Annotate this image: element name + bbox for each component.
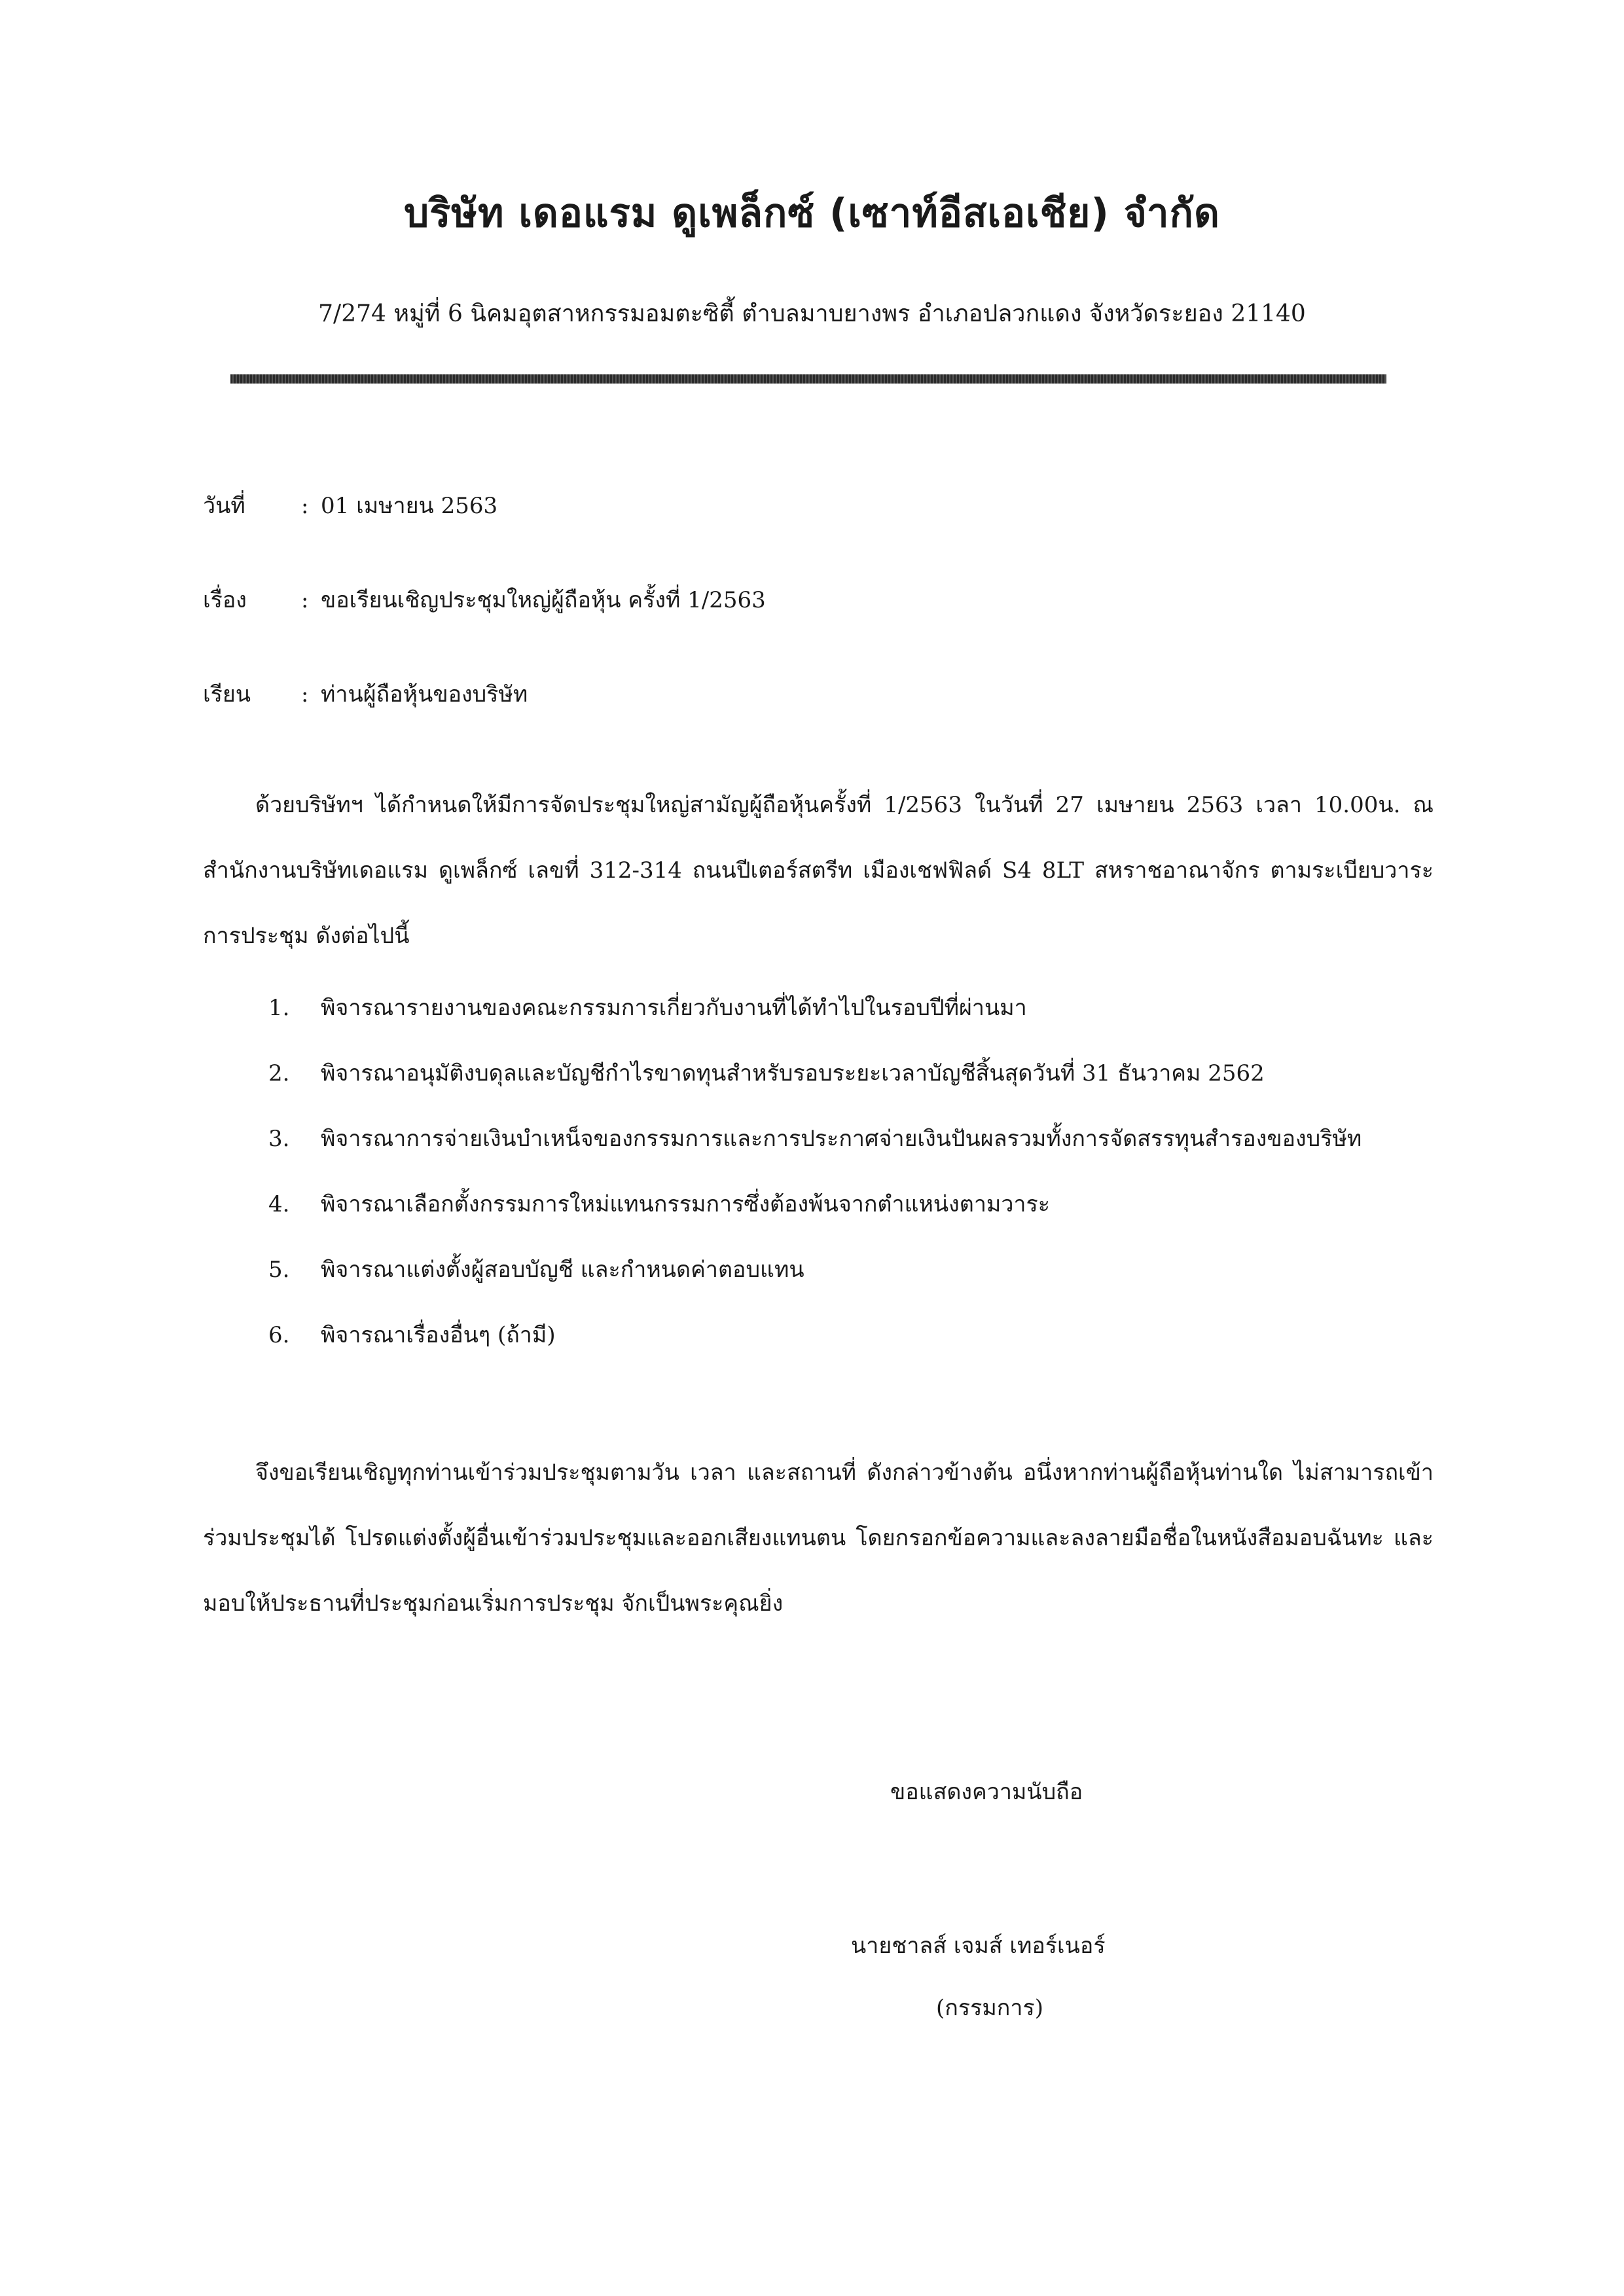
company-address: 7/274 หมู่ที่ 6 นิคมอุตสาหกรรมอมตะซิตี้ ตำบลมาบยางพร อำเภอปลวกแดง จังหวัดระยอง 21140 <box>318 300 1306 327</box>
recipient-value: ท่านผู้ถือหุ้นของบริษัท <box>321 681 528 708</box>
date-colon: : <box>301 493 309 519</box>
header-divider <box>230 374 1386 384</box>
signer-name: นายชาลส์ เจมส์ เทอร์เนอร์ <box>851 1933 1106 1959</box>
agenda-text: พิจารณารายงานของคณะกรรมการเกี่ยวกับงานที่ได้ทำไปในรอบปีที่ผ่านมา <box>321 995 1027 1021</box>
agenda-number: 5. <box>268 1257 290 1283</box>
date-label: วันที่ <box>203 493 245 519</box>
agenda-text: พิจารณาเลือกตั้งกรรมการใหม่แทนกรรมการซึ่งต้องพ้นจากตำแหน่งตามวาระ <box>321 1191 1051 1217</box>
recipient-row <box>203 678 528 711</box>
subject-colon: : <box>301 587 309 613</box>
agenda-number: 4. <box>268 1191 290 1217</box>
subject-row <box>203 584 766 617</box>
agenda-item <box>268 1172 1434 1237</box>
recipient-label: เรียน <box>203 681 251 708</box>
signer-title: (กรรมการ) <box>936 1995 1043 2021</box>
agenda-item <box>268 975 1434 1041</box>
agenda-text: พิจารณาแต่งตั้งผู้สอบบัญชี และกำหนดค่าตอบแทน <box>321 1257 804 1283</box>
agenda-number: 1. <box>268 995 290 1021</box>
agenda-item <box>268 1106 1434 1172</box>
subject-label: เรื่อง <box>203 587 247 613</box>
subject-value: ขอเรียนเชิญประชุมใหญ่ผู้ถือหุ้น ครั้งที่ 1/2563 <box>321 587 766 613</box>
agenda-item <box>268 1237 1434 1302</box>
closing-paragraph: จึงขอเรียนเชิญทุกท่านเข้าร่วมประชุมตามวัน เวลา และสถานที่ ดังกล่าวข้างต้น อนึ่งหากท่านผู้ถือหุ้นท่านใด ไม่สามารถเข้าร่วมประชุมได้ โปรดแต่งตั้งผู้อื่นเข้าร่วมประชุมและออกเสียงแทนตน โดยกรอกข้อความและลงลายมือชื่อในหนังสือมอบฉันทะ และมอบให้ประธานที่ประชุมก่อนเริ่มการประชุม จักเป็นพระคุณยิ่ง <box>203 1460 1434 1617</box>
agenda-text: พิจารณาเรื่องอื่นๆ (ถ้ามี) <box>321 1322 556 1348</box>
regards-text: ขอแสดงความนับถือ <box>890 1779 1083 1805</box>
date-value: 01 เมษายน 2563 <box>321 493 498 519</box>
company-name: บริษัท เดอแรม ดูเพล็กซ์ (เซาท์อีสเอเชีย) จำกัด <box>404 190 1220 236</box>
agenda-item <box>268 1041 1434 1106</box>
agenda-number: 2. <box>268 1060 290 1086</box>
intro-paragraph: ด้วยบริษัทฯ ได้กำหนดให้มีการจัดประชุมใหญ่สามัญผู้ถือหุ้นครั้งที่ 1/2563 ในวันที่ 27 เมษายน 2563 เวลา 10.00น. ณ สำนักงานบริษัทเดอแรม ดูเพล็กซ์ เลขที่ 312-314 ถนนปีเตอร์สตรีท เมืองเชฟฟิลด์ S4 8LT สหราชอาณาจักร ตามระเบียบวาระการประชุม ดังต่อไปนี้ <box>203 792 1434 949</box>
date-row <box>203 490 497 522</box>
agenda-text: พิจารณาอนุมัติงบดุลและบัญชีกำไรขาดทุนสำหรับรอบระยะเวลาบัญชีสิ้นสุดวันที่ 31 ธันวาคม 2562 <box>321 1060 1265 1086</box>
recipient-colon: : <box>301 681 309 708</box>
agenda-text: พิจารณาการจ่ายเงินบำเหน็จของกรรมการและการประกาศจ่ายเงินปันผลรวมทั้งการจัดสรรทุนสำรองของบริษัท <box>321 1126 1362 1152</box>
agenda-list <box>268 975 1434 1368</box>
agenda-number: 6. <box>268 1322 290 1348</box>
agenda-number: 3. <box>268 1126 290 1152</box>
agenda-item <box>268 1302 1434 1368</box>
